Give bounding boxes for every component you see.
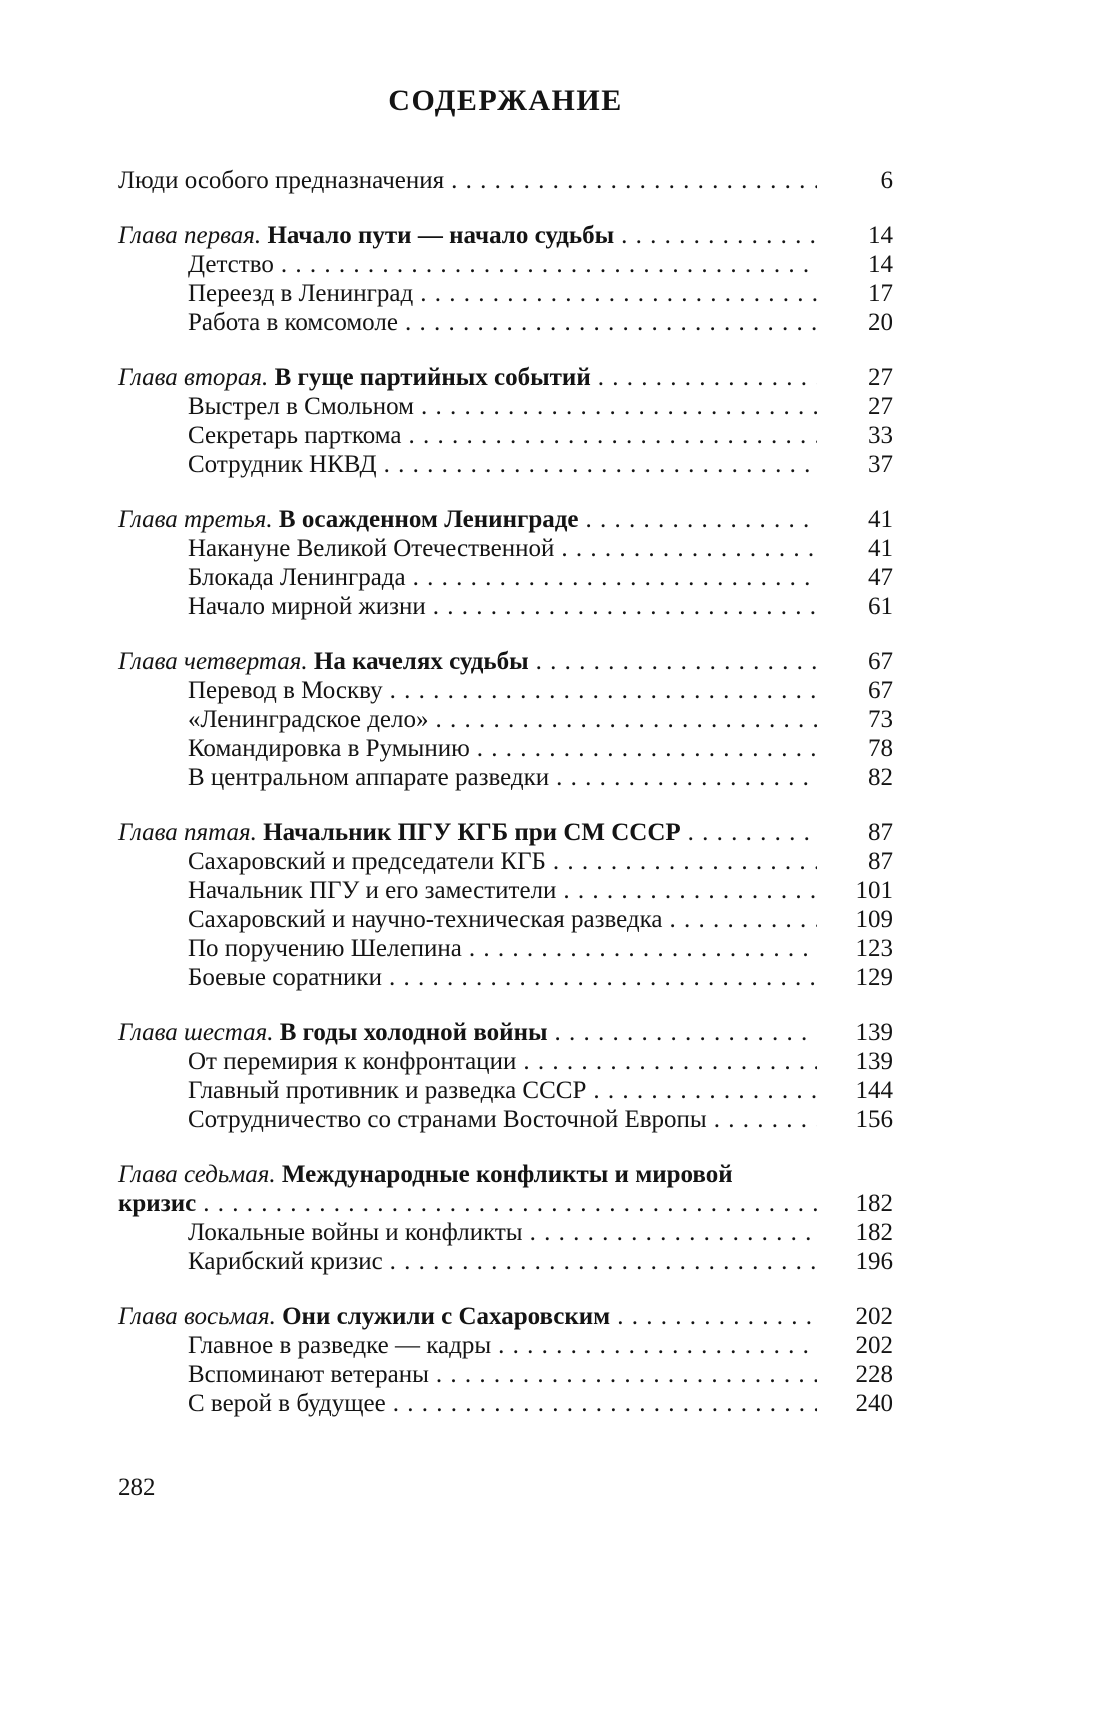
toc-entry-title: «Ленинградское дело» — [188, 706, 429, 733]
toc-chapter-prefix: Глава четвертая. — [118, 648, 314, 675]
toc-entry-title: Начальник ПГУ и его заместители — [188, 877, 557, 904]
toc-entry-label — [118, 905, 663, 934]
toc-entry-title: В гуще партийных событий — [274, 364, 591, 391]
toc-entry-title: Детство — [188, 251, 274, 278]
toc-entry-title: От перемирия к конфронтации — [188, 1048, 517, 1075]
toc-entry — [118, 279, 893, 308]
toc-entry-label — [118, 1247, 383, 1276]
toc-entry — [118, 734, 893, 763]
toc-entry-page: 139 — [855, 1019, 893, 1046]
toc-entry-page: 33 — [868, 422, 893, 449]
toc-chapter-prefix: Глава третья. — [118, 506, 279, 533]
toc-entry-label — [118, 1047, 516, 1076]
toc-entry-title: С верой в будущее — [188, 1390, 386, 1417]
toc-entry — [118, 534, 893, 563]
toc-entry-label — [118, 734, 470, 763]
toc-entry — [118, 308, 893, 337]
leader-dots — [384, 450, 817, 479]
leader-dots — [420, 279, 817, 308]
toc-entry-title: В центральном аппарате разведки — [188, 764, 550, 791]
toc-entry-title: кризис — [118, 1190, 197, 1217]
leader-dots — [498, 1331, 817, 1360]
toc-entry-page: 27 — [868, 364, 893, 391]
page-number: 282 — [118, 1474, 156, 1501]
toc-chapter-prefix: Глава седьмая. — [118, 1161, 282, 1188]
toc-entry — [118, 1105, 893, 1134]
toc-entry-page: 78 — [868, 735, 893, 762]
toc-entry-page: 41 — [868, 535, 893, 562]
toc-entry — [118, 1360, 893, 1389]
toc-entry-page: 87 — [868, 848, 893, 875]
toc-entry-label — [118, 421, 402, 450]
leader-dots — [421, 392, 817, 421]
leader-dots — [556, 763, 817, 792]
toc-entry-label — [118, 1389, 386, 1418]
toc-entry-page: 182 — [855, 1190, 893, 1217]
toc-entry — [118, 1189, 893, 1218]
leader-dots — [585, 505, 817, 534]
toc-entry-label — [118, 505, 578, 534]
toc-entry-label — [118, 847, 546, 876]
toc-entry-page: 82 — [868, 764, 893, 791]
toc-entry-page: 14 — [868, 222, 893, 249]
toc-entry — [118, 505, 893, 534]
leader-dots — [714, 1105, 817, 1134]
toc-chapter-prefix: Глава восьмая. — [118, 1303, 283, 1330]
toc-entry — [118, 647, 893, 676]
leader-dots — [405, 308, 817, 337]
toc-entry — [118, 250, 893, 279]
toc-entry-page: 37 — [868, 451, 893, 478]
leader-dots — [477, 734, 817, 763]
leader-dots — [451, 166, 817, 195]
toc-entry-label — [118, 279, 413, 308]
toc-entry — [118, 1018, 893, 1047]
toc-chapter-prefix: Глава первая. — [118, 222, 268, 249]
toc-entry-title: Локальные войны и конфликты — [188, 1219, 523, 1246]
toc-entry-label — [118, 763, 549, 792]
leader-dots — [561, 534, 817, 563]
leader-dots — [621, 221, 817, 250]
toc-entry — [118, 1302, 893, 1331]
toc-entry-page: 202 — [855, 1303, 893, 1330]
toc-entry-title: Боевые соратники — [188, 964, 382, 991]
toc-entry-page: 156 — [855, 1106, 893, 1133]
leader-dots — [469, 934, 817, 963]
toc-chapter-prefix: Глава пятая. — [118, 819, 264, 846]
toc-entry-label — [118, 592, 426, 621]
leader-dots — [390, 676, 817, 705]
toc-entry-title: На качелях судьбы — [313, 648, 529, 675]
toc-entry-page: 20 — [868, 309, 893, 336]
toc-entry-label — [118, 166, 444, 195]
toc-entry-page: 87 — [868, 819, 893, 846]
toc-entry — [118, 421, 893, 450]
toc-entry-page: 14 — [868, 251, 893, 278]
toc-entry-label — [118, 705, 429, 734]
toc-entry-title: Секретарь парткома — [188, 422, 402, 449]
toc-entry-label — [118, 392, 414, 421]
toc-entry — [118, 1218, 893, 1247]
toc-entry-title: Переезд в Ленинград — [188, 280, 414, 307]
toc-entry-page: 27 — [868, 393, 893, 420]
page-title: СОДЕРЖАНИЕ — [388, 84, 623, 117]
leader-dots — [433, 592, 817, 621]
leader-dots — [203, 1189, 817, 1218]
toc-entry — [118, 1247, 893, 1276]
toc-entry — [118, 1389, 893, 1418]
leader-dots — [598, 363, 817, 392]
toc-entry — [118, 705, 893, 734]
toc-entry-label — [118, 450, 377, 479]
toc-chapter-prefix: Глава шестая. — [118, 1019, 280, 1046]
toc-entry-label — [118, 676, 383, 705]
leader-dots — [389, 963, 817, 992]
leader-dots — [436, 705, 817, 734]
leader-dots — [536, 647, 817, 676]
toc-entry-title: Сахаровский и председатели КГБ — [188, 848, 546, 875]
toc-entry-label — [118, 221, 614, 250]
toc-entry — [118, 763, 893, 792]
toc-entry-page: 202 — [855, 1332, 893, 1359]
toc-entry — [118, 166, 893, 195]
toc-entry — [118, 818, 893, 847]
toc-entry-page: 129 — [855, 964, 893, 991]
toc-entry-page: 109 — [855, 906, 893, 933]
toc-entry-page: 139 — [855, 1048, 893, 1075]
toc-entry-page: 182 — [855, 1219, 893, 1246]
toc-entry-label — [118, 876, 556, 905]
toc-entry-title: Международные конфликты и мировой — [281, 1161, 733, 1188]
leader-dots — [530, 1218, 817, 1247]
toc-entry — [118, 1160, 893, 1189]
toc-entry-label — [118, 1189, 196, 1218]
toc-entry-label — [118, 1160, 733, 1189]
toc-entry-label — [118, 308, 398, 337]
toc-entry-title: Начало мирной жизни — [188, 593, 426, 620]
toc-entry-label — [118, 647, 529, 676]
toc-entry-title: Перевод в Москву — [188, 677, 383, 704]
leader-dots — [281, 250, 817, 279]
toc-entry-title: Командировка в Румынию — [188, 735, 470, 762]
leader-dots — [436, 1360, 817, 1389]
toc-entry-title: Начальник ПГУ КГБ при СМ СССР — [263, 819, 681, 846]
toc-entry — [118, 963, 893, 992]
toc-entry-title: В осажденном Ленинграде — [278, 506, 579, 533]
toc-entry-title: Сотрудник НКВД — [188, 451, 377, 478]
leader-dots — [393, 1389, 817, 1418]
toc-entry — [118, 363, 893, 392]
leader-dots — [409, 421, 817, 450]
toc-entry-title: Сотрудничество со странами Восточной Европы — [188, 1106, 707, 1133]
toc-entry-title: Блокада Ленинграда — [188, 564, 406, 591]
toc-entry-page: 61 — [868, 593, 893, 620]
toc-entry — [118, 563, 893, 592]
toc-entry-page: 73 — [868, 706, 893, 733]
toc-entry-label — [118, 1105, 707, 1134]
toc-entry-label — [118, 250, 274, 279]
toc-entry-title: Карибский кризис — [188, 1248, 383, 1275]
toc-entry — [118, 1331, 893, 1360]
toc-entry-page: 228 — [855, 1361, 893, 1388]
toc-entry-label — [118, 363, 591, 392]
leader-dots — [688, 818, 817, 847]
toc-entry-page: 41 — [868, 506, 893, 533]
toc-entry-label — [118, 1218, 523, 1247]
toc-entry — [118, 876, 893, 905]
leader-dots — [390, 1247, 817, 1276]
toc-entry-label — [118, 1076, 586, 1105]
toc-entry-label — [118, 963, 382, 992]
toc-entry-title: Они служили с Сахаровским — [282, 1303, 611, 1330]
toc-entry — [118, 1076, 893, 1105]
toc-entry-title: По поручению Шелепина — [188, 935, 462, 962]
toc-entry — [118, 392, 893, 421]
toc-entry-title: Сахаровский и научно-техническая разведка — [188, 906, 663, 933]
toc-entry — [118, 592, 893, 621]
toc-entry-label — [118, 1018, 548, 1047]
toc-entry-page: 67 — [868, 677, 893, 704]
toc-entry — [118, 847, 893, 876]
toc-entry — [118, 1047, 893, 1076]
toc-entry-page: 144 — [855, 1077, 893, 1104]
toc-entry-title: Накануне Великой Отечественной — [188, 535, 555, 562]
toc-list — [118, 166, 893, 1418]
toc-entry — [118, 905, 893, 934]
toc-entry — [118, 676, 893, 705]
toc-entry-page: 240 — [855, 1390, 893, 1417]
toc-entry-page: 101 — [855, 877, 893, 904]
leader-dots — [593, 1076, 817, 1105]
toc-entry-label — [118, 934, 462, 963]
toc-entry-page: 67 — [868, 648, 893, 675]
toc-entry-title: Главное в разведке — кадры — [188, 1332, 492, 1359]
leader-dots — [413, 563, 817, 592]
leader-dots — [555, 1018, 818, 1047]
toc-entry-title: Главный противник и разведка СССР — [188, 1077, 587, 1104]
toc-entry-title: Люди особого предназначения — [118, 167, 445, 194]
toc-entry-title: Начало пути — начало судьбы — [267, 222, 615, 249]
toc-entry-label — [118, 1331, 491, 1360]
toc-entry-label — [118, 563, 406, 592]
toc-entry-title: В годы холодной войны — [279, 1019, 548, 1046]
toc-entry-title: Работа в комсомоле — [188, 309, 398, 336]
toc-entry-page: 17 — [868, 280, 893, 307]
toc-entry-label — [118, 818, 681, 847]
toc-entry-label — [118, 1360, 429, 1389]
toc-entry-label — [118, 534, 554, 563]
leader-dots — [670, 905, 818, 934]
toc-entry — [118, 221, 893, 250]
leader-dots — [563, 876, 817, 905]
toc-entry — [118, 934, 893, 963]
toc-entry-title: Выстрел в Смольном — [188, 393, 414, 420]
toc-chapter-prefix: Глава вторая. — [118, 364, 275, 391]
leader-dots — [523, 1047, 817, 1076]
toc-entry-label — [118, 1302, 610, 1331]
toc-entry — [118, 450, 893, 479]
toc-entry-page: 47 — [868, 564, 893, 591]
leader-dots — [617, 1302, 817, 1331]
leader-dots — [553, 847, 817, 876]
toc-entry-title: Вспоминают ветераны — [188, 1361, 429, 1388]
toc-entry-page: 6 — [880, 167, 893, 194]
toc-entry-page: 123 — [855, 935, 893, 962]
toc-entry-page: 196 — [855, 1248, 893, 1275]
